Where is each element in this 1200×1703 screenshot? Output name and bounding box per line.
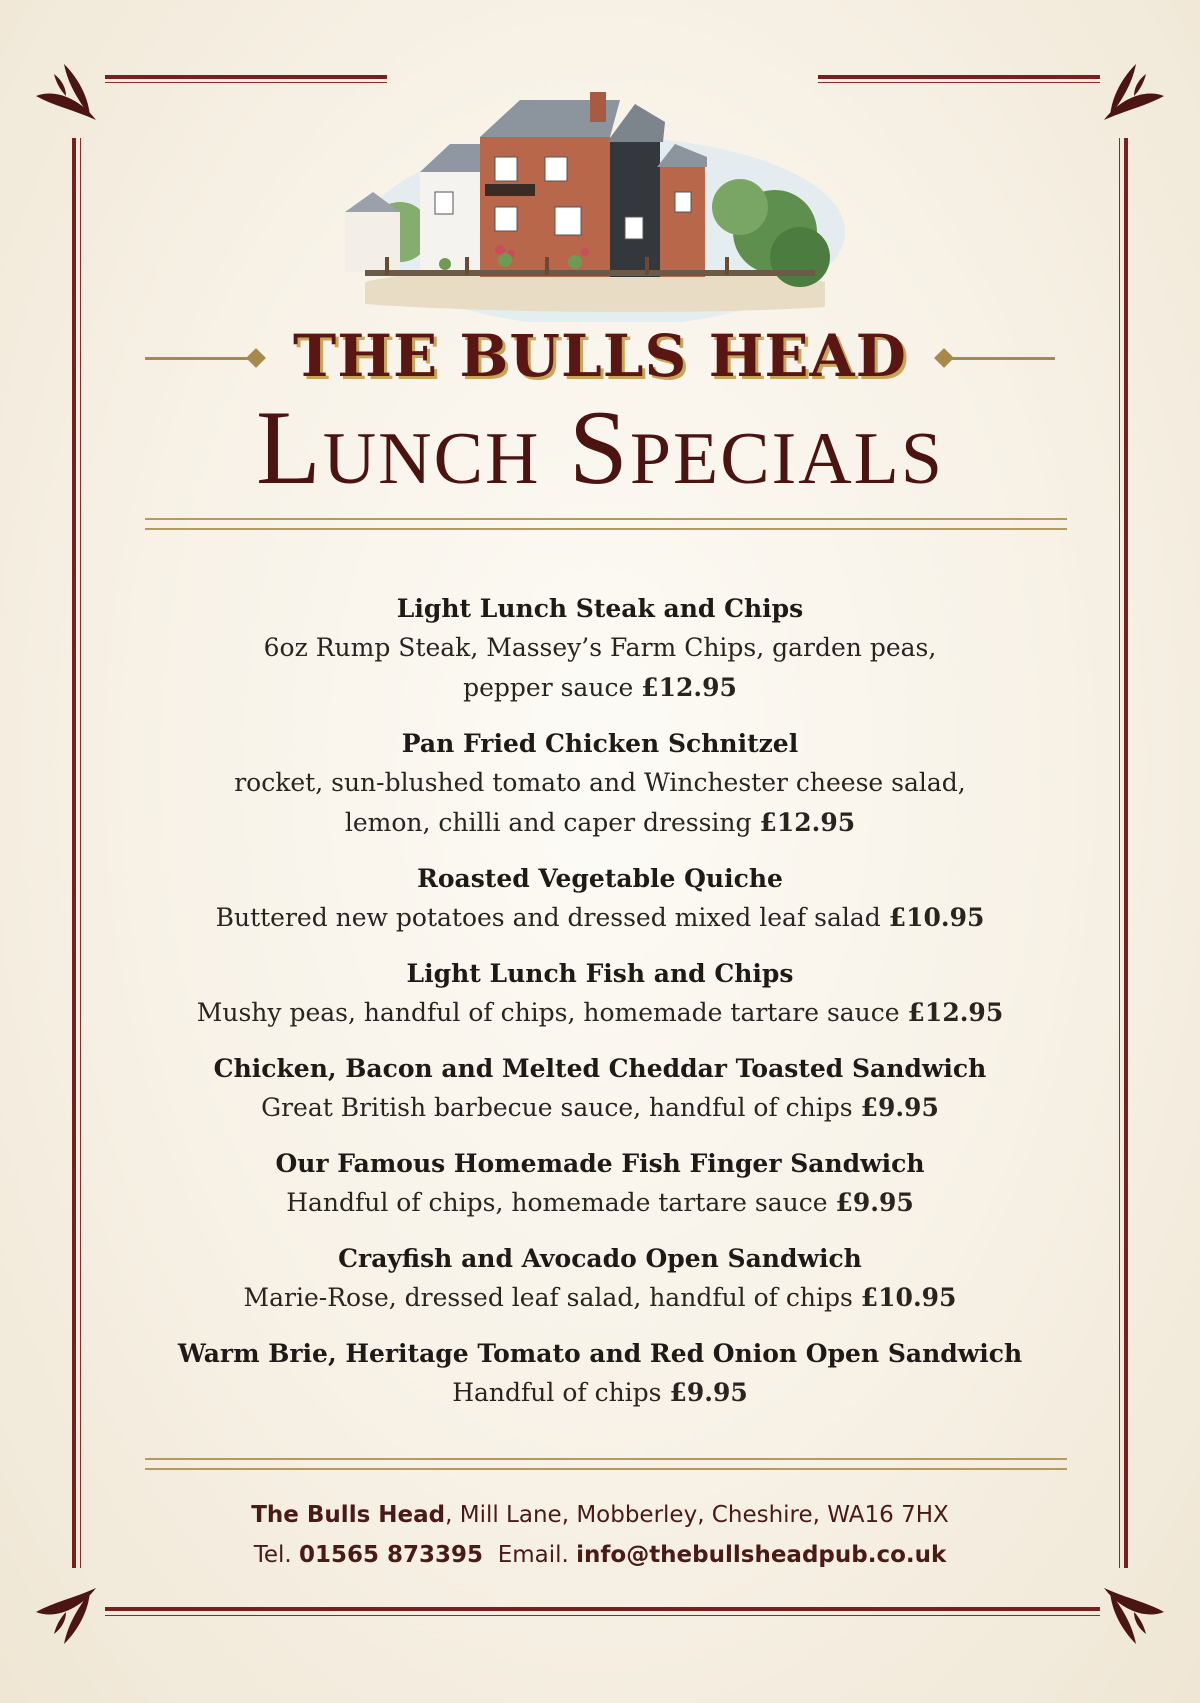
menu-title: Lunch Specials (255, 389, 945, 506)
menu-item-description: 6oz Rump Steak, Massey’s Farm Chips, garden peas, (263, 633, 937, 662)
menu-item-name: Pan Fried Chicken Schnitzel (401, 729, 799, 758)
menu-item (150, 1050, 1050, 1128)
frame-right-line-thin (1119, 138, 1120, 1568)
menu-item-price: £9.95 (860, 1093, 939, 1122)
frame-top-right-line-thin (818, 82, 1100, 83)
menu-item-price: £12.95 (759, 808, 856, 837)
title-rule-right (945, 357, 1055, 360)
footer-contact-line (150, 1535, 1050, 1575)
corner-flourish-icon (26, 58, 116, 148)
menu-item-name: Light Lunch Fish and Chips (406, 959, 794, 988)
menu-item-name: Roasted Vegetable Quiche (417, 864, 783, 893)
footer-email-label: Email. (497, 1542, 577, 1568)
pub-illustration (345, 82, 845, 322)
menu-item-description: pepper sauce (463, 673, 634, 702)
frame-right-line (1124, 138, 1128, 1568)
menu-item-description: Marie-Rose, dressed leaf salad, handful of chips (243, 1283, 853, 1312)
title-row (145, 322, 1055, 392)
pub-name-title: THE BULLS HEAD (293, 322, 907, 390)
menu-item (150, 860, 1050, 938)
footer-address-line (150, 1495, 1050, 1535)
menu-item-price: £12.95 (641, 673, 737, 702)
footer-email[interactable]: info@thebullsheadpub.co.uk (576, 1542, 947, 1568)
menu-item-price: £10.95 (860, 1283, 957, 1312)
menu-item (150, 955, 1050, 1033)
frame-bottom-line (105, 1607, 1100, 1611)
menu-item (150, 590, 1050, 708)
corner-flourish-icon (26, 1560, 116, 1650)
menu-item (150, 725, 1050, 843)
divider-top (145, 518, 1067, 530)
menu-item-name: Chicken, Bacon and Melted Cheddar Toasted Sandwich (213, 1054, 987, 1083)
frame-bottom-line-thin (105, 1615, 1100, 1616)
footer (150, 1495, 1050, 1575)
menu-item-name: Crayfish and Avocado Open Sandwich (338, 1244, 862, 1273)
menu-item (150, 1240, 1050, 1318)
frame-left-line (72, 138, 76, 1568)
menu-item-name: Light Lunch Steak and Chips (396, 594, 804, 623)
menu-item-description: Mushy peas, handful of chips, homemade tartare sauce (196, 998, 900, 1027)
frame-top-right-line (818, 75, 1100, 79)
menu-item (150, 1335, 1050, 1413)
footer-pub-name: The Bulls Head (251, 1502, 446, 1528)
frame-top-left-line (105, 75, 387, 79)
menu-item-price: £10.95 (888, 903, 985, 932)
menu-item-description: Great British barbecue sauce, handful of chips (261, 1093, 853, 1122)
menu-item-price: £12.95 (907, 998, 1004, 1027)
menu-item (150, 1145, 1050, 1223)
menu-item-price: £9.95 (835, 1188, 914, 1217)
menu-item-description: Handful of chips, homemade tartare sauce (286, 1188, 828, 1217)
menu-item-description: Buttered new potatoes and dressed mixed leaf salad (215, 903, 881, 932)
menu-item-name: Our Famous Homemade Fish Finger Sandwich (275, 1149, 925, 1178)
frame-left-line-thin (80, 138, 81, 1568)
menu-item-description: rocket, sun-blushed tomato and Winchester cheese salad, (234, 768, 966, 797)
menu-item-description: Handful of chips (452, 1378, 662, 1407)
footer-address: , Mill Lane, Mobberley, Cheshire, WA16 7HX (445, 1502, 949, 1528)
corner-flourish-icon (1084, 58, 1174, 148)
footer-tel[interactable]: 01565 873395 (299, 1542, 484, 1568)
corner-flourish-icon (1084, 1560, 1174, 1650)
divider-bottom (145, 1458, 1067, 1470)
menu-item-name: Warm Brie, Heritage Tomato and Red Onion Open Sandwich (177, 1339, 1023, 1368)
menu-item-description: lemon, chilli and caper dressing (344, 808, 752, 837)
menu-list (150, 590, 1050, 1430)
menu-item-price: £9.95 (669, 1378, 748, 1407)
footer-tel-label: Tel. (253, 1542, 300, 1568)
